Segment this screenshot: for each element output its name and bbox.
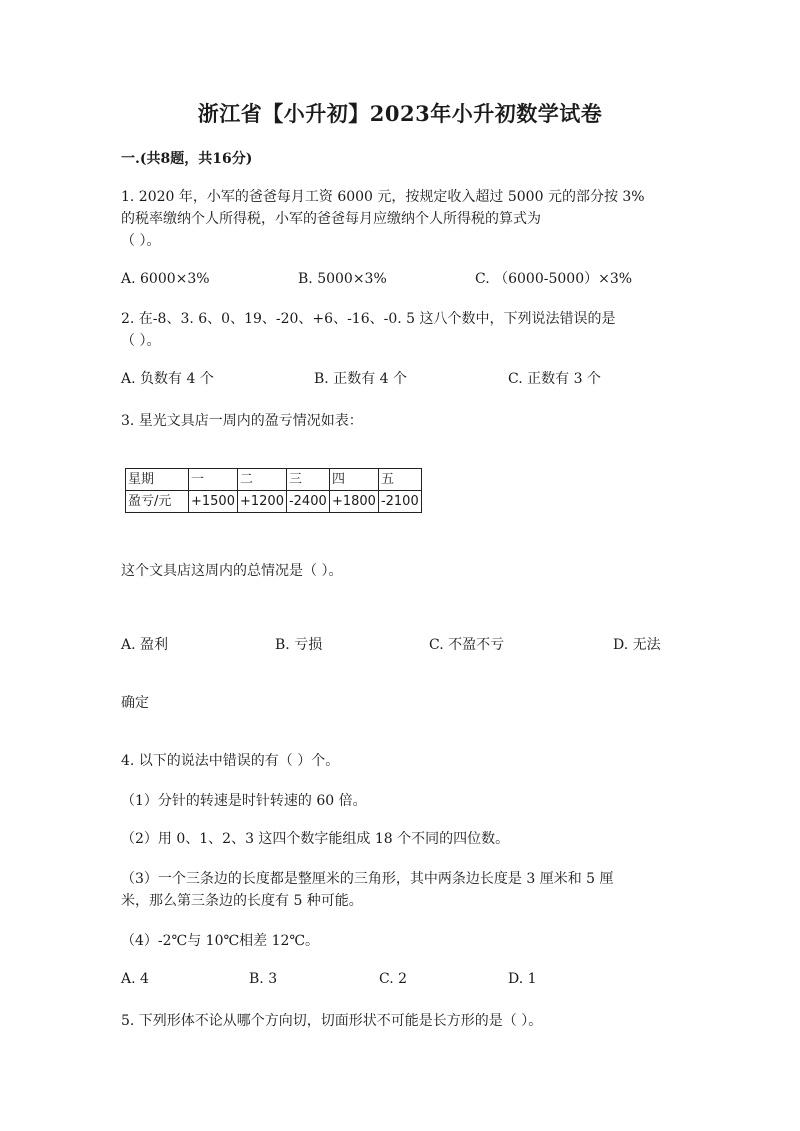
- q4-statement-3-line1: （3）一个三条边的长度都是整厘米的三角形，其中两条边长度是 3 厘米和 5 厘: [121, 871, 614, 887]
- table-row: [126, 491, 422, 513]
- q3-option-c: C. 不盈不亏: [429, 637, 505, 653]
- q1-text-line1: 1. 2020 年，小军的爸爸每月工资 6000 元，按规定收入超过 5000 元的部分按 3%: [121, 189, 645, 205]
- table-header-row: [126, 469, 422, 491]
- table-cell: 一: [189, 469, 238, 491]
- table-cell: 五: [378, 469, 421, 491]
- table-cell: 二: [237, 469, 286, 491]
- page-title: 浙江省【小升初】2023年小升初数学试卷: [197, 101, 603, 126]
- table-cell: -2100: [378, 491, 421, 513]
- q1-option-a: A. 6000×3%: [121, 271, 210, 287]
- table-cell: -2400: [286, 491, 329, 513]
- q2-option-b: B. 正数有 4 个: [314, 371, 407, 387]
- q1-text-line2: 的税率缴纳个人所得税，小军的爸爸每月应缴纳个人所得税的算式为: [121, 211, 541, 227]
- q4-option-d: D. 1: [508, 971, 537, 987]
- q4-statement-4: （4）-2℃与 10℃相差 12℃。: [121, 933, 320, 949]
- q3-text-line1: 3. 星光文具店一周内的盈亏情况如表：: [121, 413, 363, 429]
- q4-text-line1: 4. 以下的说法中错误的有（ ）个。: [121, 753, 340, 769]
- q4-statement-3-line2: 米，那么第三条边的长度有 5 种可能。: [121, 893, 363, 909]
- table-cell: 星期: [126, 469, 189, 491]
- q5-text-line1: 5. 下列形体不论从哪个方向切，切面形状不可能是长方形的是（ ）。: [121, 1013, 543, 1029]
- q2-option-a: A. 负数有 4 个: [121, 371, 214, 387]
- table-cell: +1200: [237, 491, 286, 513]
- q3-question-text: 这个文具店这周内的总情况是（ ）。: [121, 563, 343, 579]
- table-cell: 盈亏/元: [126, 491, 189, 513]
- q1-option-b: B. 5000×3%: [298, 271, 387, 287]
- table-cell: +1800: [329, 491, 378, 513]
- table-cell: +1500: [189, 491, 238, 513]
- q3-option-b: B. 亏损: [275, 637, 323, 653]
- q4-option-a: A. 4: [121, 971, 149, 987]
- q4-statement-1: （1）分针的转速是时针转速的 60 倍。: [121, 793, 367, 809]
- q2-option-c: C. 正数有 3 个: [508, 371, 601, 387]
- section-heading: 一.(共8题，共16分): [121, 151, 253, 167]
- q4-statement-2: （2）用 0、1、2、3 这四个数字能组成 18 个不同的四位数。: [121, 831, 510, 847]
- profit-loss-table: [125, 468, 422, 513]
- q1-text-line3: （ ）。: [121, 233, 161, 249]
- q4-option-b: B. 3: [249, 971, 278, 987]
- q4-option-c: C. 2: [379, 971, 408, 987]
- q3-option-a: A. 盈利: [121, 637, 169, 653]
- q3-option-d: D. 无法: [613, 637, 661, 653]
- q1-option-c: C. （6000-5000）×3%: [475, 271, 633, 287]
- table-cell: 三: [286, 469, 329, 491]
- table-cell: 四: [329, 469, 378, 491]
- q2-text-line2: （ ）。: [121, 333, 161, 349]
- q2-text-line1: 2. 在-8、3. 6、0、19、-20、+6、-16、-0. 5 这八个数中，下列说法错误的是: [121, 311, 616, 327]
- q3-option-d-continuation: 确定: [121, 695, 149, 711]
